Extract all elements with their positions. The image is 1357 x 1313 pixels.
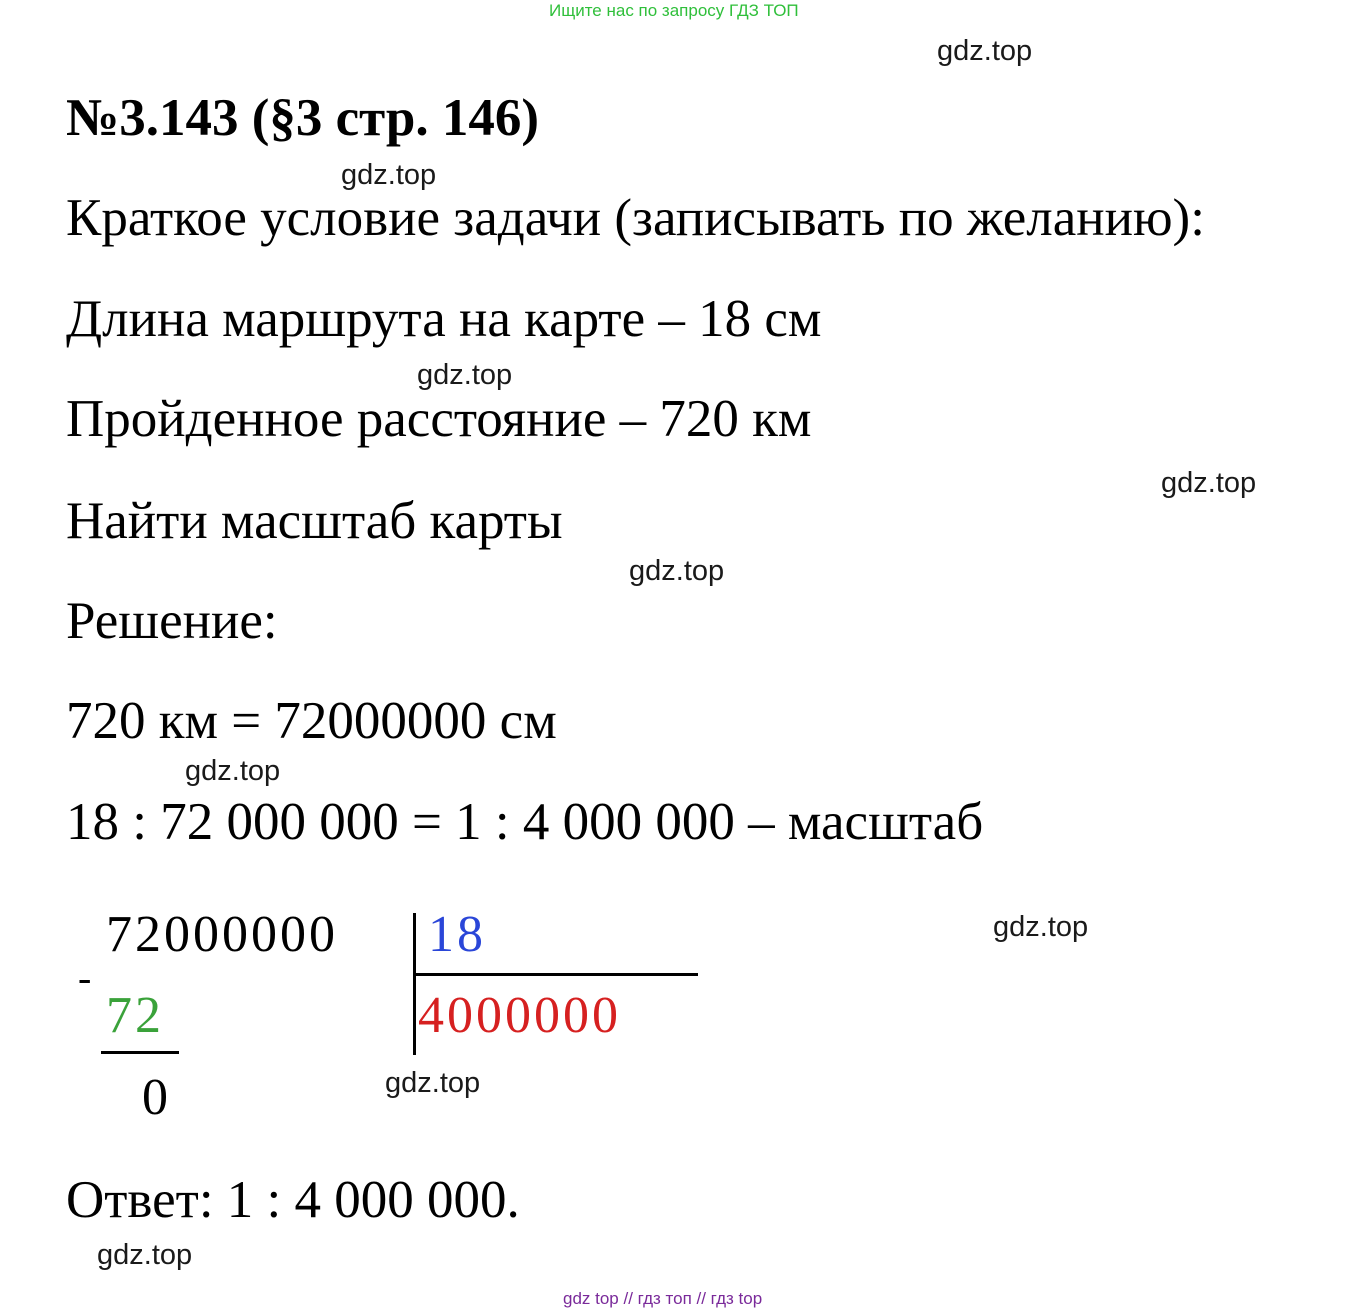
ratio-line: 18 : 72 000 000 = 1 : 4 000 000 – масштаб xyxy=(66,793,984,851)
footer-links[interactable]: gdz top // гдз топ // гдз top xyxy=(563,1289,763,1308)
conversion-line: 720 км = 72000000 см xyxy=(66,692,557,750)
watermark: gdz.top xyxy=(417,359,513,391)
remainder: 0 xyxy=(142,1069,171,1126)
search-banner[interactable]: Ищите нас по запросу ГДЗ ТОП xyxy=(549,1,799,20)
watermark: gdz.top xyxy=(185,755,281,787)
division-horizontal-line xyxy=(415,973,698,976)
problem-title: №3.143 (§3 стр. 146) xyxy=(66,89,539,147)
watermark: gdz.top xyxy=(629,555,725,587)
subtrahend: 72 xyxy=(106,987,164,1044)
watermark: gdz.top xyxy=(937,35,1033,67)
condition-heading: Краткое условие задачи (записывать по желанию): xyxy=(66,189,1205,247)
quotient: 4000000 xyxy=(418,987,621,1044)
minus-sign: - xyxy=(78,955,92,1000)
watermark: gdz.top xyxy=(385,1067,481,1099)
divisor: 18 xyxy=(428,906,486,963)
watermark: gdz.top xyxy=(341,159,437,191)
watermark: gdz.top xyxy=(97,1239,193,1271)
distance-line: Пройденное расстояние – 720 км xyxy=(66,390,812,448)
answer-line: Ответ: 1 : 4 000 000. xyxy=(66,1171,520,1229)
task-line: Найти масштаб карты xyxy=(66,492,563,550)
division-vertical-line xyxy=(413,913,416,1055)
route-length-line: Длина маршрута на карте – 18 см xyxy=(66,290,822,348)
watermark: gdz.top xyxy=(993,911,1089,943)
subtraction-line xyxy=(101,1051,179,1054)
solution-heading: Решение: xyxy=(66,592,278,650)
dividend: 72000000 xyxy=(106,906,338,963)
watermark: gdz.top xyxy=(1161,467,1257,499)
